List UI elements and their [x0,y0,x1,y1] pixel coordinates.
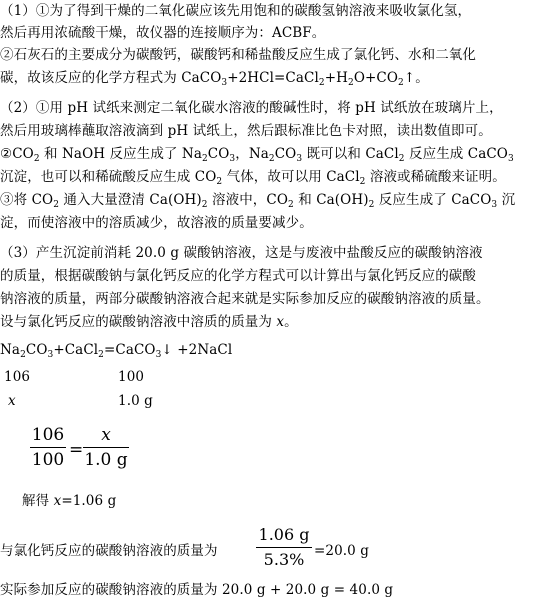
subscript: 3 [507,154,514,164]
text-line: （2）①用 pH 试纸来测定二氧化碳水溶液的酸碱性时，将 pH 试纸放在玻璃片上， [0,100,503,116]
text: CO [207,146,230,162]
fraction-bar [30,447,66,448]
text: 解得 [22,493,54,509]
text: 沉淀，也可以和稀硫酸反应生成 CO [0,169,217,185]
numerator: 1.06 g [258,525,310,544]
subscript: 3 [221,78,228,88]
text: 。 [284,314,298,330]
numerator: 106 [31,425,65,445]
denominator: 100 [31,450,65,470]
text-line: ②石灰石的主要成分为碳酸钙，碳酸钙和稀盐酸反应生成了氯化钙、水和二氧化 [0,47,476,63]
text: +H [324,70,348,86]
text-line: 与氯化钙反应的碳酸钠溶液的质量为 [0,543,218,559]
subscript: 2 [53,200,60,210]
text: 和 NaOH 反应生成了 Na [39,146,202,162]
variable-x: x [53,493,62,509]
subscript: 2 [318,78,325,88]
subscript: 2 [33,154,40,164]
text-line: 淀，而使溶液中的溶质减少，故溶液的质量要减少。 [0,215,313,231]
text: 溶液中，CO [207,192,288,208]
ratio-right-fraction [83,424,129,471]
molar-mass-label: 100 [118,369,145,385]
mass-label: 1.0 g [118,393,153,409]
text: 沉 [497,192,516,208]
molar-mass-label: 106 [4,369,31,385]
text: O+CO [353,70,399,86]
subscript: 2 [288,200,294,210]
text-line: 钠溶液的质量，两部分碳酸钠溶液合起来就是实际参加反应的碳酸钠溶液的质量。 [0,291,490,307]
text-line [0,145,514,163]
subscript: 2 [268,154,275,164]
text: ，Na [235,146,269,162]
text: 通入大量澄清 Ca(OH) [59,192,202,208]
denominator: 5.3% [263,550,305,569]
fraction-bar [256,547,312,548]
subscript: 3 [491,200,498,210]
subscript: 3 [47,350,54,360]
text-line [0,191,515,209]
text-line [0,313,298,331]
text: Na [0,342,21,358]
text: 碳，故该反应的化学方程式为 CaCO [0,70,222,86]
variable-x: x [8,393,16,409]
mass-fraction [256,524,312,571]
subscript: 3 [155,350,162,360]
text: 反应生成 CaCO [404,146,508,162]
text-line: 然后用玻璃棒蘸取溶液滴到 pH 试纸上，然后跟标准比色卡对照，读出数值即可。 [0,123,492,139]
subscript: 2 [398,154,405,164]
text-line: （3）产生沉淀前消耗 20.0 g 碳酸钠溶液，这是与废液中盐酸反应的碳酸钠溶液 [0,245,483,261]
text: ↑。 [403,70,429,86]
text: =1.06 g [61,493,117,509]
subscript: 3 [229,154,236,164]
subscript: 2 [368,200,375,210]
solution-result [22,492,116,510]
chemical-equation [0,341,232,359]
text-line: 的质量，根据碳酸钠与氯化钙反应的化学方程式可以计算出与氯化钙反应的碳酸 [0,268,476,284]
text: +CaCl [53,342,99,358]
text: 溶液或稀硫酸来证明。 [365,169,506,185]
text-line: 然后再用浓硫酸干燥，故仪器的连接顺序为：ACBF。 [0,25,326,41]
subscript: 2 [20,350,26,360]
text: 反应生成了 CaCO [374,192,492,208]
text: ↓ +2NaCl [161,342,233,358]
variable-x: x [276,314,285,330]
subscript: 2 [201,200,208,210]
text-line: =20.0 g [314,543,370,559]
text: 既可以和 CaCl [302,146,399,162]
text: ②CO [0,146,34,162]
subscript: 2 [348,78,354,88]
text: 和 Ca(OH) [293,192,369,208]
text: CO [274,146,297,162]
equals-sign: = [69,440,84,460]
subscript: 2 [98,350,104,360]
text-line [0,168,506,186]
subscript: 2 [216,177,223,187]
text: ③将 CO [0,192,54,208]
text-line: 实际参加反应的碳酸钠溶液的质量为 20.0 g + 20.0 g = 40.0 g [0,582,394,598]
text-line: （1）①为了得到干燥的二氧化碳应该先用饱和的碳酸氢钠溶液来吸收氯化氢， [0,3,472,19]
text: 气体，故可以用 CaCl [222,169,360,185]
text: 设与氯化钙反应的碳酸钠溶液中溶质的质量为 [0,314,277,330]
subscript: 3 [296,154,303,164]
subscript: 2 [359,177,366,187]
text: =CaCO [104,342,156,358]
ratio-left-fraction [30,424,66,471]
denominator: 1.0 g [84,450,128,470]
subscript: 2 [398,78,404,88]
numerator: x [101,425,111,445]
fraction-bar [83,447,129,448]
subscript: 2 [201,154,208,164]
text-line [0,69,429,87]
text: CO [25,342,48,358]
text: +2HCl=CaCl [227,70,319,86]
